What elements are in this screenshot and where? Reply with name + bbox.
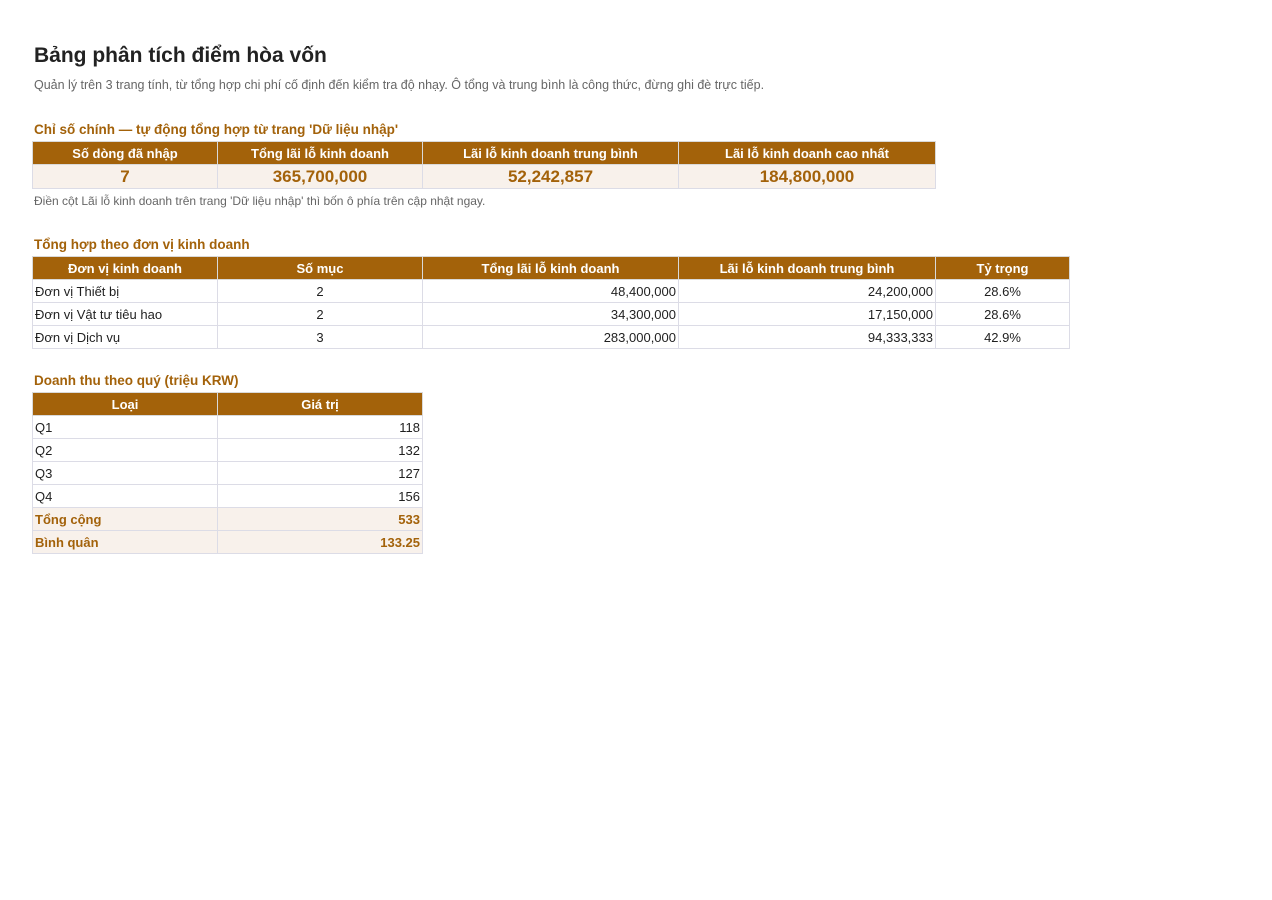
quarterly-header-cell[interactable]: Loại: [33, 393, 218, 416]
unit-share-cell[interactable]: 28.6%: [936, 280, 1070, 303]
table-row: [33, 462, 423, 485]
kpi-header-cell[interactable]: Số dòng đã nhập: [33, 142, 218, 165]
quarter-value-cell[interactable]: 127: [218, 462, 423, 485]
average-value-cell[interactable]: 133.25: [218, 531, 423, 554]
quarter-label-cell[interactable]: Q2: [33, 439, 218, 462]
unit-name-cell[interactable]: Đơn vị Vật tư tiêu hao: [33, 303, 218, 326]
units-header-row: [33, 257, 1070, 280]
units-header-cell[interactable]: Đơn vị kinh doanh: [33, 257, 218, 280]
units-header-cell[interactable]: Lãi lỗ kinh doanh trung bình: [679, 257, 936, 280]
quarterly-table: [32, 392, 423, 554]
kpi-total-profit-cell[interactable]: 365,700,000: [218, 165, 423, 189]
quarterly-section-title: Doanh thu theo quý (triệu KRW): [34, 373, 239, 388]
units-header-cell[interactable]: Tổng lãi lỗ kinh doanh: [423, 257, 679, 280]
unit-share-cell[interactable]: 42.9%: [936, 326, 1070, 349]
unit-name-cell[interactable]: Đơn vị Dịch vụ: [33, 326, 218, 349]
unit-count-cell[interactable]: 2: [218, 280, 423, 303]
table-row: [33, 416, 423, 439]
page-subtitle: Quản lý trên 3 trang tính, từ tổng hợp chi phí cố định đến kiểm tra độ nhạy. Ô tổng và trung bình là công thức, đừng ghi đè trực tiếp.: [34, 78, 765, 92]
kpi-average-profit-cell[interactable]: 52,242,857: [423, 165, 679, 189]
quarter-label-cell[interactable]: Q4: [33, 485, 218, 508]
unit-total-cell[interactable]: 48,400,000: [423, 280, 679, 303]
total-value-cell[interactable]: 533: [218, 508, 423, 531]
unit-name-cell[interactable]: Đơn vị Thiết bị: [33, 280, 218, 303]
unit-average-cell[interactable]: 17,150,000: [679, 303, 936, 326]
kpi-header-row: [33, 142, 936, 165]
quarter-value-cell[interactable]: 118: [218, 416, 423, 439]
unit-share-cell[interactable]: 28.6%: [936, 303, 1070, 326]
kpi-max-profit-cell[interactable]: 184,800,000: [679, 165, 936, 189]
unit-average-cell[interactable]: 94,333,333: [679, 326, 936, 349]
quarterly-header-row: [33, 393, 423, 416]
table-row: [33, 280, 1070, 303]
unit-count-cell[interactable]: 3: [218, 326, 423, 349]
unit-total-cell[interactable]: 283,000,000: [423, 326, 679, 349]
kpi-table: [32, 141, 936, 189]
quarterly-header-cell[interactable]: Giá trị: [218, 393, 423, 416]
table-row: [33, 485, 423, 508]
table-row: [33, 439, 423, 462]
table-row: [33, 326, 1070, 349]
quarter-value-cell[interactable]: 156: [218, 485, 423, 508]
units-table: [32, 256, 1070, 349]
unit-count-cell[interactable]: 2: [218, 303, 423, 326]
average-label-cell[interactable]: Bình quân: [33, 531, 218, 554]
total-label-cell[interactable]: Tổng cộng: [33, 508, 218, 531]
table-row: [33, 303, 1070, 326]
kpi-rows-entered-cell[interactable]: 7: [33, 165, 218, 189]
quarter-label-cell[interactable]: Q3: [33, 462, 218, 485]
quarter-label-cell[interactable]: Q1: [33, 416, 218, 439]
unit-total-cell[interactable]: 34,300,000: [423, 303, 679, 326]
kpi-section-title: Chỉ số chính — tự động tổng hợp từ trang 'Dữ liệu nhập': [34, 122, 399, 137]
quarter-value-cell[interactable]: 132: [218, 439, 423, 462]
kpi-note: Điền cột Lãi lỗ kinh doanh trên trang 'Dữ liệu nhập' thì bốn ô phía trên cập nhật ngay.: [34, 194, 486, 208]
kpi-header-cell[interactable]: Lãi lỗ kinh doanh trung bình: [423, 142, 679, 165]
units-header-cell[interactable]: Số mục: [218, 257, 423, 280]
units-section-title: Tổng hợp theo đơn vị kinh doanh: [34, 237, 250, 252]
kpi-value-row: [33, 165, 936, 189]
kpi-header-cell[interactable]: Tổng lãi lỗ kinh doanh: [218, 142, 423, 165]
total-row: [33, 508, 423, 531]
unit-average-cell[interactable]: 24,200,000: [679, 280, 936, 303]
page-title: Bảng phân tích điểm hòa vốn: [34, 44, 327, 67]
kpi-header-cell[interactable]: Lãi lỗ kinh doanh cao nhất: [679, 142, 936, 165]
average-row: [33, 531, 423, 554]
units-header-cell[interactable]: Tỷ trọng: [936, 257, 1070, 280]
